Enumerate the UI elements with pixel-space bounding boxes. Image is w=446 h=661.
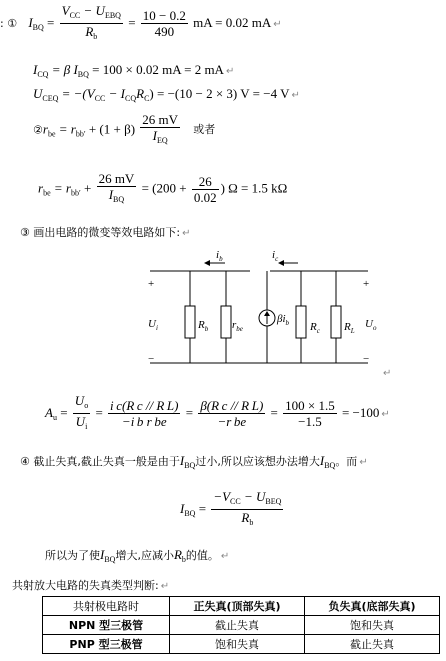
input-minus-label: − xyxy=(148,353,155,365)
ui-label: $U_i$ xyxy=(148,318,158,332)
table-cell: 饱和失真 xyxy=(305,616,440,635)
table-header-cell: 负失真(底部失真) xyxy=(305,597,440,616)
rb-resistor xyxy=(185,306,195,338)
rc-label: $R_c$ xyxy=(310,321,320,335)
rb-label: $R_b$ xyxy=(198,319,209,333)
rl-resistor xyxy=(331,306,341,338)
table-cell: NPN 型三极管 xyxy=(43,616,170,635)
small-signal-circuit xyxy=(140,246,390,376)
distortion-table xyxy=(42,596,440,654)
input-plus-label: + xyxy=(148,278,155,290)
equation-icq: $I_{CQ} = \beta$ $I_{BQ} = 100 \times 0.02$ mA = 2 mA ↵ xyxy=(33,62,235,79)
table-header-row xyxy=(43,597,440,616)
source-label: $\beta i_b$ xyxy=(277,313,290,327)
table-cell: 截止失真 xyxy=(170,616,305,635)
summary-title: 共射放大电路的失真类型判断: ↵ xyxy=(12,579,170,592)
equation-ibq: : ① $I_{BQ}$ = $\frac{V_{CC} - U_{EBQ}}{R_b}$ = $\frac{10 - 0.2}{490}$ mA = 0.02 mA ↵ xyxy=(0,4,282,44)
fraction: $\frac{10 - 0.2}{490}$ xyxy=(142,8,186,39)
table-cell: PNP 型三极管 xyxy=(43,635,170,654)
ic-label: $i_c$ xyxy=(272,249,279,263)
rbe-resistor xyxy=(221,306,231,338)
fraction: $\frac{V_{CC} - U_{EBQ}}{R_b}$ xyxy=(61,3,121,41)
output-minus-label: − xyxy=(363,353,370,365)
rc-resistor xyxy=(296,306,306,338)
rl-label: $R_L$ xyxy=(344,321,355,335)
equation-uceq: $U_{CEQ} = -(V_{CC} - I_{CQ}R_C) = -(10 - 2 \times 3) V = -4$ V ↵ xyxy=(33,86,300,103)
rbe-label: $r_{be}$ xyxy=(232,319,243,333)
table-row xyxy=(43,635,440,654)
uo-label: $U_o$ xyxy=(365,318,377,332)
ib-label: $i_b$ xyxy=(216,249,223,263)
table-row xyxy=(43,616,440,635)
table-header-cell: 共射极电路时 xyxy=(43,597,170,616)
step-3-text: ③ 画出电路的微变等效电路如下: ↵ xyxy=(20,226,191,239)
equation-ibq-cutoff: $I_{BQ}$ = $\frac{-V_{CC} - U_{BEQ}}{R_b}$ xyxy=(180,489,282,527)
conclusion-text: 所以为了使$I_{BQ}$增大,应减小$R_b$的值。 ↵ xyxy=(45,547,230,564)
equation-rbe-1: $②r_{be} = r_{bb'} + (1 + \beta)$ $\frac{26 mV}{I_{EQ}}$ 或者 xyxy=(33,112,216,145)
table-cell: 截止失真 xyxy=(305,635,440,654)
table-cell: 饱和失真 xyxy=(170,635,305,654)
equation-au: $A_u$ = $\frac{U_o}{U_i}$ = $\frac{\text{i c(R c // R L)}}{\text{−i b r be}}$ = $\frac{\text{β(R c // R L)}}{\text{−r be}}$ = $\frac{100 \times 1.5}{-1.5}$ = −100 ↵ xyxy=(45,393,390,431)
table-header-cell: 正失真(顶部失真) xyxy=(170,597,305,616)
step-4-text: ④ 截止失真,截止失真一般是由于$I_{BQ}$过小,所以应该想办法增大$I_{BQ}$。而 ↵ xyxy=(20,453,368,470)
output-plus-label: + xyxy=(363,278,370,290)
step-marker: : ① xyxy=(0,16,18,30)
equation-rbe-2: $r_{be} = r_{bb'}$ + $\frac{26 mV}{I_{BQ}}$ = (200 + $\frac{26}{0.02}$ ) Ω = 1.5 kΩ xyxy=(38,171,288,205)
